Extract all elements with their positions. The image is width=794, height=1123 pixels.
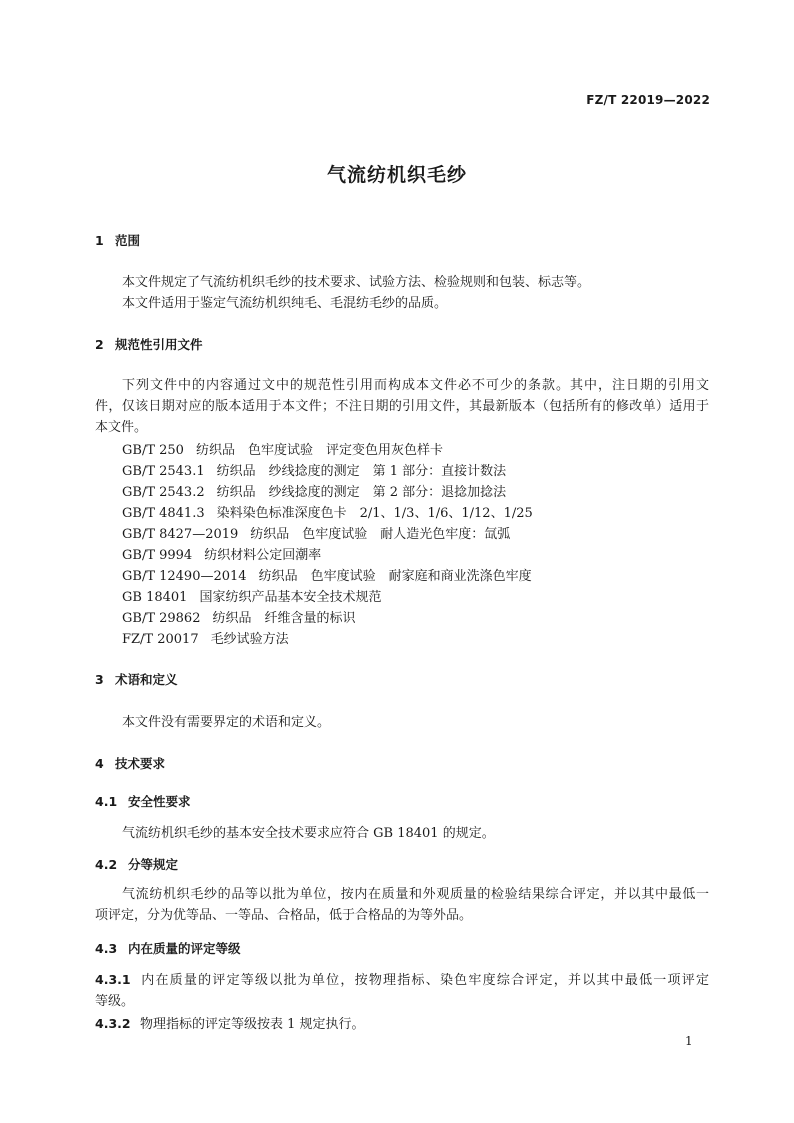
section-3-heading bbox=[95, 670, 178, 688]
clause-4-3-1 bbox=[95, 969, 709, 1012]
reference-title: 国家纺织产品基本安全技术规范 bbox=[199, 590, 382, 605]
reference-title: 纺织品 色牢度试验 评定变色用灰色样卡 bbox=[195, 443, 443, 458]
grading-paragraph bbox=[95, 884, 709, 926]
reference-item bbox=[122, 607, 356, 626]
terms-paragraph: 本文件没有需要界定的术语和定义。 bbox=[122, 715, 331, 730]
section-number: 4 bbox=[95, 756, 104, 771]
document-title: 气流纺机织毛纱 bbox=[326, 164, 467, 186]
intro-line: 下列文件中的内容通过文中的规范性引用而构成本文件必不可少的条款。其中，注日期的引用文 bbox=[122, 378, 709, 393]
subsection-number: 4.1 bbox=[95, 794, 118, 809]
subsection-4-1-heading bbox=[95, 792, 191, 810]
page-number: 1 bbox=[685, 1034, 693, 1048]
subsection-title: 内在质量的评定等级 bbox=[128, 941, 241, 956]
section-number: 3 bbox=[95, 672, 104, 687]
section-1-heading bbox=[95, 231, 140, 249]
reference-item bbox=[122, 586, 381, 605]
reference-item bbox=[122, 460, 506, 479]
reference-code: GB/T 4841.3 bbox=[122, 506, 205, 521]
section-number: 1 bbox=[95, 233, 104, 248]
reference-code: GB/T 250 bbox=[122, 443, 184, 458]
subsection-4-3-heading bbox=[95, 939, 241, 957]
reference-title: 纺织品 色牢度试验 耐家庭和商业洗涤色牢度 bbox=[258, 569, 532, 584]
reference-title: 纺织品 纱线捻度的测定 第 2 部分：退捻加捻法 bbox=[216, 485, 507, 500]
subsection-title: 安全性要求 bbox=[128, 794, 191, 809]
subsection-number: 4.2 bbox=[95, 857, 118, 872]
section-title: 规范性引用文件 bbox=[115, 337, 203, 352]
section-title: 术语和定义 bbox=[115, 672, 178, 687]
section-2-heading bbox=[95, 335, 203, 353]
intro-line: 本文件。 bbox=[95, 420, 148, 435]
clause-text: 内在质量的评定等级以批为单位，按物理指标、染色牢度综合评定，并以其中最低一项评定 bbox=[140, 973, 709, 988]
reference-title: 纺织品 纱线捻度的测定 第 1 部分：直接计数法 bbox=[216, 464, 507, 479]
reference-code: GB/T 2543.1 bbox=[122, 464, 205, 479]
reference-code: GB/T 9994 bbox=[122, 548, 193, 563]
clause-number: 4.3.2 bbox=[95, 1016, 131, 1031]
section-title: 范围 bbox=[115, 233, 141, 248]
reference-item bbox=[122, 502, 533, 521]
section-4-heading bbox=[95, 754, 165, 772]
section-number: 2 bbox=[95, 337, 104, 352]
reference-code: GB/T 8427—2019 bbox=[122, 527, 239, 542]
reference-code: GB/T 12490—2014 bbox=[122, 569, 247, 584]
reference-item bbox=[122, 481, 506, 500]
reference-item bbox=[122, 523, 510, 542]
safety-paragraph: 气流纺机织毛纱的基本安全技术要求应符合 GB 18401 的规定。 bbox=[122, 826, 495, 841]
references-intro bbox=[95, 375, 709, 438]
clause-number: 4.3.1 bbox=[95, 972, 131, 987]
scope-paragraph-1: 本文件规定了气流纺机织毛纱的技术要求、试验方法、检验规则和包装、标志等。 bbox=[122, 275, 591, 290]
clause-text: 物理指标的评定等级按表 1 规定执行。 bbox=[140, 1017, 365, 1032]
intro-line: 件，仅该日期对应的版本适用于本文件；不注日期的引用文件，其最新版本（包括所有的修改单）适用于 bbox=[95, 399, 709, 414]
reference-title: 染料染色标准深度色卡 2/1、1/3、1/6、1/12、1/25 bbox=[216, 506, 533, 521]
reference-title: 纺织品 纤维含量的标识 bbox=[212, 611, 356, 626]
section-title: 技术要求 bbox=[115, 756, 166, 771]
subsection-title: 分等规定 bbox=[128, 857, 179, 872]
grading-line: 气流纺机织毛纱的品等以批为单位，按内在质量和外观质量的检验结果综合评定，并以其中最低一 bbox=[122, 887, 709, 902]
clause-line bbox=[95, 969, 709, 991]
reference-title: 纺织品 色牢度试验 耐人造光色牢度：氙弧 bbox=[250, 527, 511, 542]
reference-title: 纺织材料公定回潮率 bbox=[204, 548, 322, 563]
reference-code: GB 18401 bbox=[122, 590, 188, 605]
reference-item bbox=[122, 439, 443, 458]
clause-line: 等级。 bbox=[95, 994, 135, 1009]
subsection-4-2-heading bbox=[95, 855, 178, 873]
reference-item bbox=[122, 628, 289, 647]
scope-paragraph-2: 本文件适用于鉴定气流纺机织纯毛、毛混纺毛纱的品质。 bbox=[122, 296, 448, 311]
grading-line: 项评定，分为优等品、一等品、合格品，低于合格品的为等外品。 bbox=[95, 908, 473, 923]
subsection-number: 4.3 bbox=[95, 941, 118, 956]
clause-4-3-2 bbox=[95, 1013, 365, 1032]
reference-title: 毛纱试验方法 bbox=[210, 632, 289, 647]
reference-code: GB/T 29862 bbox=[122, 611, 201, 626]
reference-item bbox=[122, 565, 532, 584]
reference-code: FZ/T 20017 bbox=[122, 632, 199, 647]
standard-code: FZ/T 22019—2022 bbox=[586, 93, 710, 107]
reference-item bbox=[122, 544, 321, 563]
reference-code: GB/T 2543.2 bbox=[122, 485, 205, 500]
